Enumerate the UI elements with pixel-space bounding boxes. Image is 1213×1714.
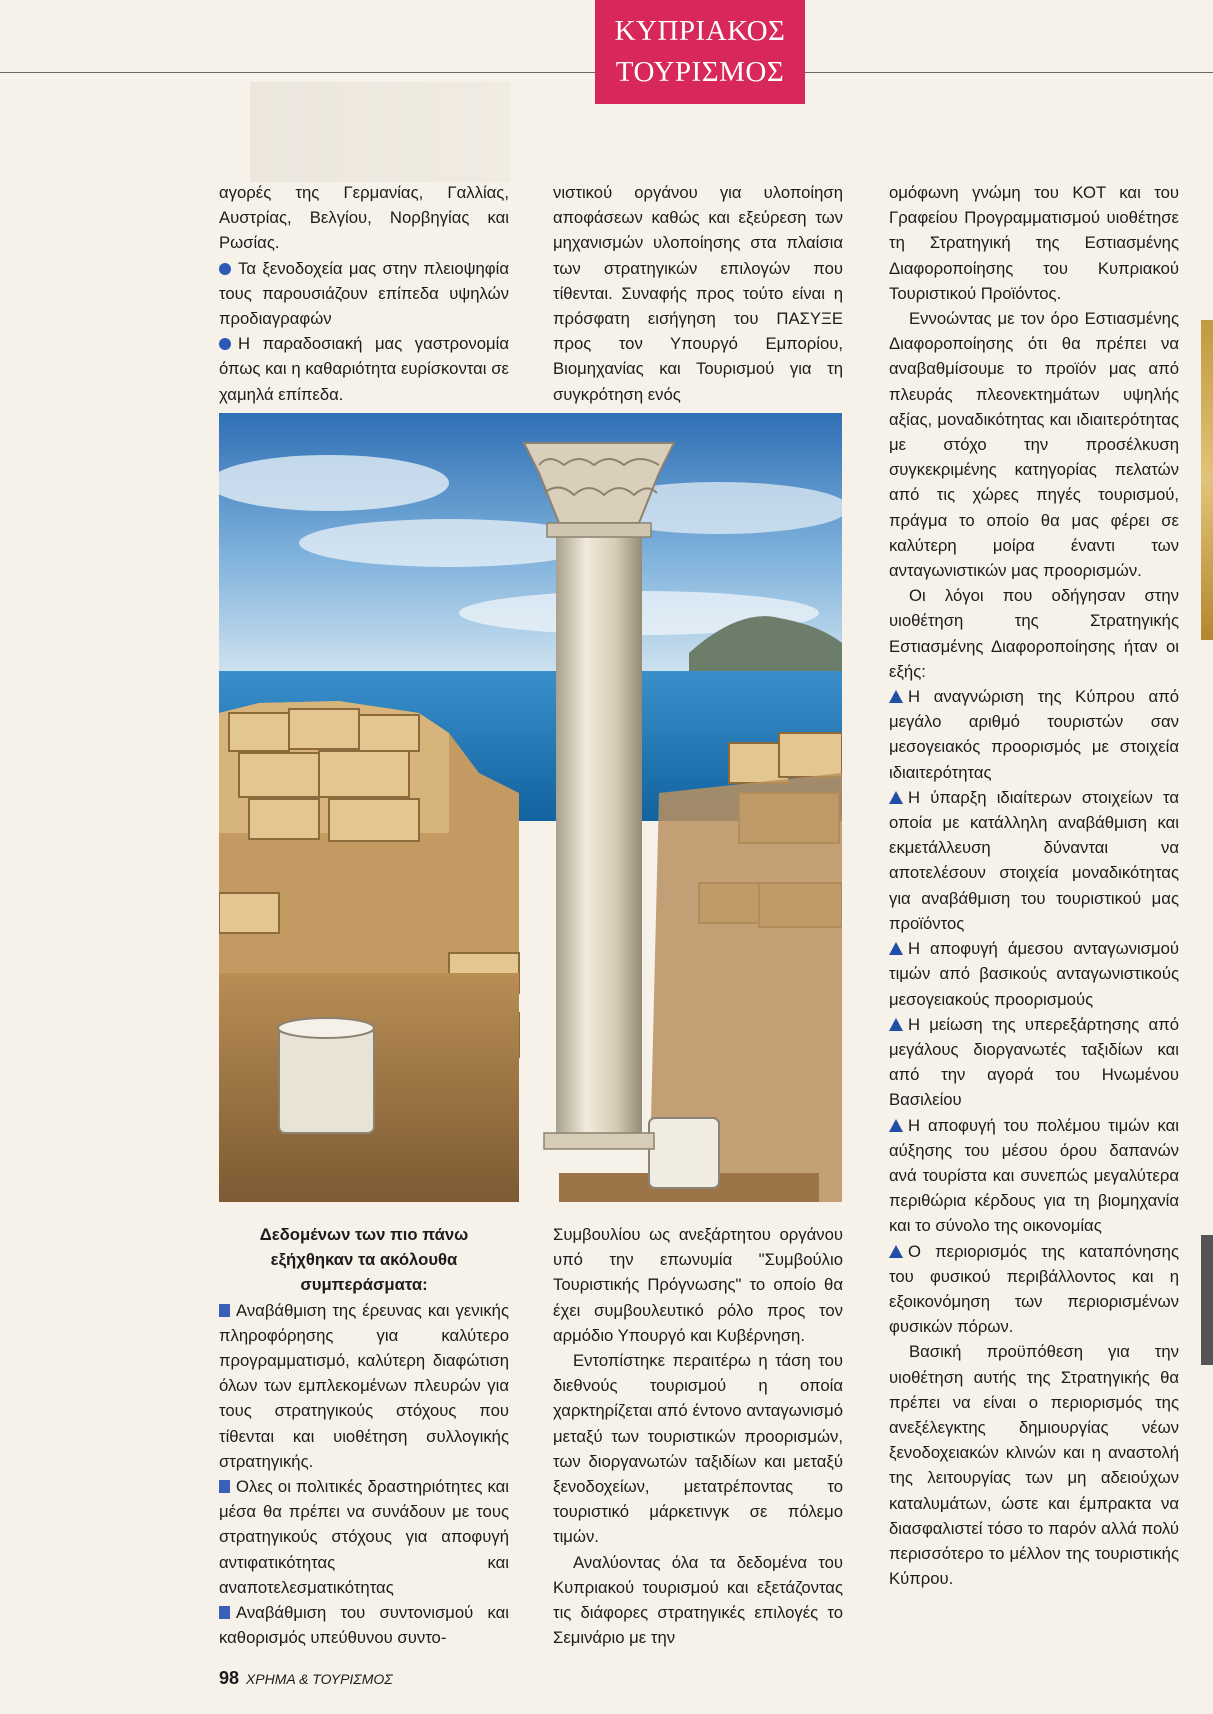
bullet-triangle-icon [889,1119,903,1132]
bullet-square-icon [219,1304,230,1317]
conclusions-heading: Δεδομένων των πιο πάνω εξήχθηκαν τα ακόλουθα συμπεράσματα: [259,1225,469,1295]
bullet-item: Αναβάθμιση της έρευνας και γενικής πληροφόρησης για καλύτερο προγραμματισμό, καλύτερη διαφώτιση όλων των εμπλεκομένων πλευρών για τους στρατηγικούς στόχους που τίθενται και υιοθέτηση συλλογικής στρατηγικής. [219,1300,509,1471]
page-number: 98 [219,1668,240,1688]
section-tag-line2: ΤΟΥΡΙΣΜΟΣ [615,56,785,88]
bullet-item: Αναβάθμιση του συντονισμού και καθορισμός υπεύθυνου συντο- [219,1603,509,1648]
column-2 [553,180,843,407]
bullet-item: Ολες οι πολιτικές δραστηριότητες και μέσα θα πρέπει να συνάδουν με τους στρατηγικούς στόχους για αποφυγή αντιφατικότητας και αναποτελεσματικότητας [219,1477,509,1597]
paragraph: νιστικού οργάνου για υλοποίηση αποφάσεων καθώς και εξεύρεση των μηχανισμών υλοποίησης στα πλαίσια των στρατηγικών επιλογών που τίθενται. Συναφής προς τούτο είναι η πρόσφατη εισήγηση του ΠΑΣΥΞΕ προς τον Υπουργό Εμπορίου, Βιομηχανίας και Τουρισμού για τη συγκρότηση ενός [553,183,843,404]
bullet-triangle-icon [889,1018,903,1031]
column-5 [553,1222,843,1650]
bullet-item: Η αναγνώριση της Κύπρου από μεγάλο αριθμό τουριστών σαν μεσογειακός προορισμός με στοιχεία ιδιαιτερότητας [889,687,1179,782]
paragraph: Συμβουλίου ως ανεξάρτητου οργάνου υπό την επωνυμία "Συμβούλιο Τουριστικής Πρόγνωσης" το οποίο θα έχει συμβουλευτικό ρόλο προς τον αρμόδιο Υπουργό και Κυβέρνηση. [553,1225,843,1345]
page-footer [219,1668,393,1689]
bullet-item: Η ύπαρξη ιδιαίτερων στοιχείων τα οποία με κατάλληλη αναβάθμιση και εκμετάλλευση δύνανται να αποτελέσουν στοιχεία μοναδικότητας για αναβάθμιση του τουριστικού μας προϊόντος [889,787,1179,933]
magazine-name: ΧΡΗΜΑ & ΤΟΥΡΙΣΜΟΣ [245,1671,393,1687]
bullet-item: Η αποφυγή του πολέμου τιμών και αύξησης του μέσου όρου δαπανών ανά τουρίστα και συνεπώς μεγαλύτερα περιθώρια κέρδους για τη βιομηχανία και το σύνολο της οικονομίας [889,1115,1179,1236]
paragraph: Αναλύοντας όλα τα δεδομένα του Κυπριακού τουρισμού και εξετάζοντας τις διάφορες στρατηγικές επιλογές το Σεμινάριο με την [553,1552,843,1648]
paragraph: αγορές της Γερμανίας, Γαλλίας, Αυστρίας, Βελγίου, Νορβηγίας και Ρωσίας. [219,183,509,253]
bullet-triangle-icon [889,1245,903,1258]
bullet-dot-icon [219,263,231,275]
ruins-photo [219,413,842,1202]
bleed-edge-right [1201,320,1213,640]
section-tag [595,0,805,104]
paragraph: Εννοώντας με τον όρο Εστιασμένης Διαφοροποίησης ότι θα πρέπει να αναβαθμίσουμε το προϊόν μας από πλευράς πλεονεκτημάτων υψηλής αξίας, μοναδικότητας και ιδιαιτερότητας με στόχο την προσέλκυση συγκεκριμένης κατηγορίας πελατών από τις χώρες πηγές τουρισμού, πράγμα το οποίο θα μας φέρει σε καλύτερη μοίρα έναντι των ανταγωνιστικών μας προορισμών. [889,309,1179,581]
paragraph: Βασική προϋπόθεση για την υιοθέτηση αυτής της Στρατηγικής θα πρέπει να είναι ο περιορισμός της ανεξέλεγκτης δημιουργίας νέων ξενοδοχειακών κλινών και η αναστολή της λειτουργίας των μη αδειούχων καταλυμάτων, ώστε και έμπρακτα να διασφαλιστεί τόσο το παρόν αλλά πολύ περισσότερο το μέλλον της τουριστικής Κύπρου. [889,1342,1179,1589]
column-4 [219,1222,509,1650]
paragraph: Εντοπίστηκε περαιτέρω η τάση του διεθνούς τουρισμού η οποία χαρκτηρίζεται από έντονο ανταγωνισμό μεταξύ των τουριστικών προορισμών, των διοργανωτών ταξιδίων και μεταξύ ξενοδοχείων, μετατρέποντας το τουριστικό μάρκετινγκ σε πόλεμο τιμών. [553,1351,843,1547]
bullet-square-icon [219,1480,230,1493]
bullet-square-icon [219,1606,230,1619]
bullet-item: Η μείωση της υπερεξάρτησης από μεγάλους διοργανωτές ταξιδίων και από την αγορά του Ηνωμένου Βασιλείου [889,1014,1179,1110]
bullet-dot-icon [219,338,231,350]
bullet-item: Η παραδοσιακή μας γαστρονομία όπως και η καθαριότητα ευρίσκονται σε χαμηλά επίπεδα. [219,334,509,404]
column-3 [889,180,1179,1591]
bleed-through-left [250,82,510,182]
bullet-triangle-icon [889,690,903,703]
column-1 [219,180,509,407]
paragraph: ομόφωνη γνώμη του ΚΟΤ και του Γραφείου Προγραμματισμού υιοθέτησε τη Στρατηγική της Εστιασμένης Διαφοροποίησης του Κυπριακού Τουριστικού Προϊόντος. [889,183,1179,303]
bleed-edge-right-lower [1201,1235,1213,1365]
section-tag-line1: ΚΥΠΡΙΑΚΟΣ [614,15,786,47]
bullet-item: Ο περιορισμός της καταπόνησης του φυσικού περιβάλλοντος και η εξοικονόμηση των περιορισμένων φυσικών πόρων. [889,1241,1179,1337]
bullet-item: Η αποφυγή άμεσου ανταγωνισμού τιμών από βασικούς ανταγωνιστικούς μεσογειακούς προορισμούς [889,939,1179,1009]
bullet-item: Τα ξενοδοχεία μας στην πλειοψηφία τους παρουσιάζουν επίπεδα υψηλών προδιαγραφών [219,258,509,329]
bullet-triangle-icon [889,942,903,955]
bullet-triangle-icon [889,791,903,804]
paragraph: Οι λόγοι που οδήγησαν στην υιοθέτηση της Στρατηγικής Εστιασμένης Διαφοροποίησης ήταν οι εξής: [889,586,1179,681]
